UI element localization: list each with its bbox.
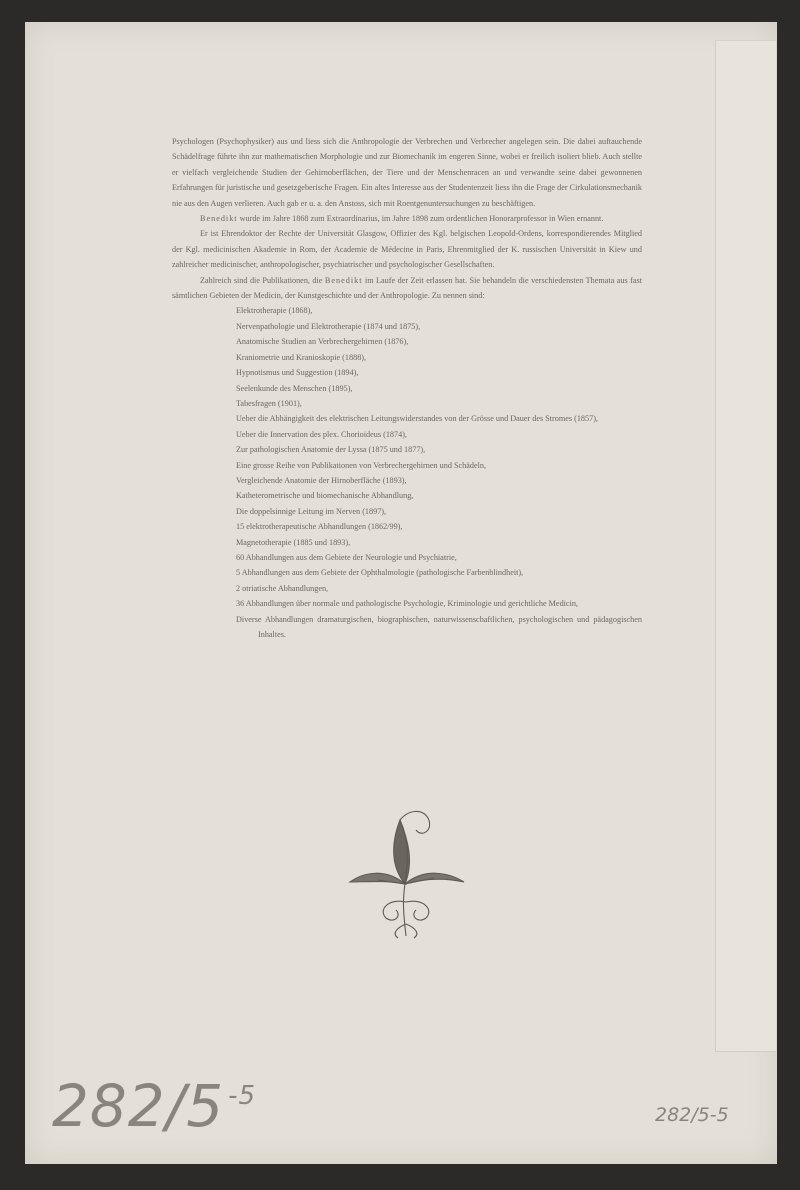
list-item: Magnetotherapie (1885 und 1893), <box>236 537 351 547</box>
list-item: Die doppelsinnige Leitung im Nerven (1897), <box>236 506 387 516</box>
body-text <box>172 134 642 642</box>
paragraph-1-text: Psychologen (Psychophysiker) aus und liess sich die Anthropologie der Verbrechen und Verbrecher angelegen sein. Die dabei auftauchende Schädelfrage führte ihn zur mathematischen Morphologie und zur Biomechanik im engeren Sinne, wobei er freilich isoliert blieb. Auch stellte er vielfach vergleichende Studien der Gehirnoberflächen, der Tiere und der Menschenracen an und verwandte seine dabei gewonnenen Erfahrungen für juristische und gesetzgeberische Fragen. Ein altes Interesse aus der Studentenzeit liess ihn die Frage der Cirkulationsmechanik nie aus den Augen verlieren. Auch gab er u. a. den Anstoss, sich mit Roentgenuntersuchungen zu beschäftigen. <box>172 137 642 208</box>
name-benedikt: Benedikt <box>324 275 363 285</box>
list-item: Nervenpathologie und Elektrotherapie (1874 und 1875), <box>236 321 421 331</box>
list-item: Zur pathologischen Anatomie der Lyssa (1875 und 1877), <box>236 445 426 455</box>
paragraph-2-text: wurde im Jahre 1868 zum Extraordinarius, im Jahre 1898 zum ordentlichen Honorarprofessor in Wien ernannt. <box>237 214 604 224</box>
paragraph-1 <box>172 134 642 211</box>
list-item: Katheterometrische und biomechanische Abhandlung, <box>236 491 414 501</box>
pencil-number-main: 282/5 <box>52 1072 225 1140</box>
list-item: 5 Abhandlungen aus dem Gebiete der Ophthalmologie (pathologische Farbenblindheit), <box>236 568 524 578</box>
pencil-catalog-number-small: 282/5-5 <box>655 1104 729 1126</box>
list-item: Hypnotismus und Suggestion (1894), <box>236 368 359 378</box>
list-item: Tabesfragen (1901), <box>236 398 302 408</box>
list-item: Diverse Abhandlungen dramaturgischen, biographischen, naturwissenschaftlichen, psychologischen und pädagogischen Inhaltes. <box>236 614 642 639</box>
list-item: Eine grosse Reihe von Publikationen von Verbrechergehirnen und Schädeln, <box>236 460 487 470</box>
paragraph-4-text: im Laufe der Zeit erlassen hat. Sie behandeln die verschiedensten Themata aus fast sämtlichen Gebieten der Medicin, der Kunstgeschichte und der Anthropologie. Zu nennen sind: <box>172 275 642 301</box>
pencil-number-suffix: -5 <box>228 1081 257 1111</box>
list-item: Vergleichende Anatomie der Hirnoberfläche (1893), <box>236 475 407 485</box>
paragraph-4 <box>172 273 642 304</box>
list-item: 36 Abhandlungen über normale und pathologische Psychologie, Kriminologie und gerichtliche Medicin, <box>236 599 578 609</box>
paragraph-3 <box>172 226 642 272</box>
paragraph-3-text: Er ist Ehrendoktor der Rechte der Universität Glasgow, Offizier des Kgl. belgischen Leopold-Ordens, korrespondierendes Mitglied der Kgl. medicinischen Akademie in Rom, der Academie de Médecine in Paris, Ehrenmitglied der K. russischen Universität in Kiew und zahlreicher medicinischer, anthropologischer, psychiatrischer und psychologischer Gesellschaften. <box>172 229 642 270</box>
pencil-catalog-number-large <box>52 1072 256 1140</box>
attached-paper-flap <box>715 40 776 1052</box>
name-benedikt: Benedikt <box>200 214 238 224</box>
list-item: Anatomische Studien an Verbrechergehirnen (1876), <box>236 337 409 347</box>
paragraph-4-before: Zahlreich sind die Publikationen, die <box>200 275 325 285</box>
list-item: 60 Abhandlungen aus dem Gebiete der Neurologie und Psychiatrie, <box>236 552 457 562</box>
paragraph-2 <box>172 211 642 226</box>
publication-list <box>172 303 642 642</box>
list-item: 2 otriatische Abhandlungen, <box>236 583 329 593</box>
list-item: Elektrotherapie (1868), <box>236 306 313 316</box>
list-item: Seelenkunde des Menschen (1895), <box>236 383 353 393</box>
list-item: 15 elektrotherapeutische Abhandlungen (1862/99), <box>236 522 403 532</box>
list-item: Ueber die Innervation des plex. Chorioideus (1874), <box>236 429 407 439</box>
list-item: Ueber die Abhängigkeit des elektrischen Leitungswiderstandes von der Grösse und Dauer des Stromes (1857), <box>236 414 598 424</box>
list-item: Kraniometrie und Kranioskopie (1888), <box>236 352 367 362</box>
ivy-leaf-ornament-icon <box>348 806 466 944</box>
